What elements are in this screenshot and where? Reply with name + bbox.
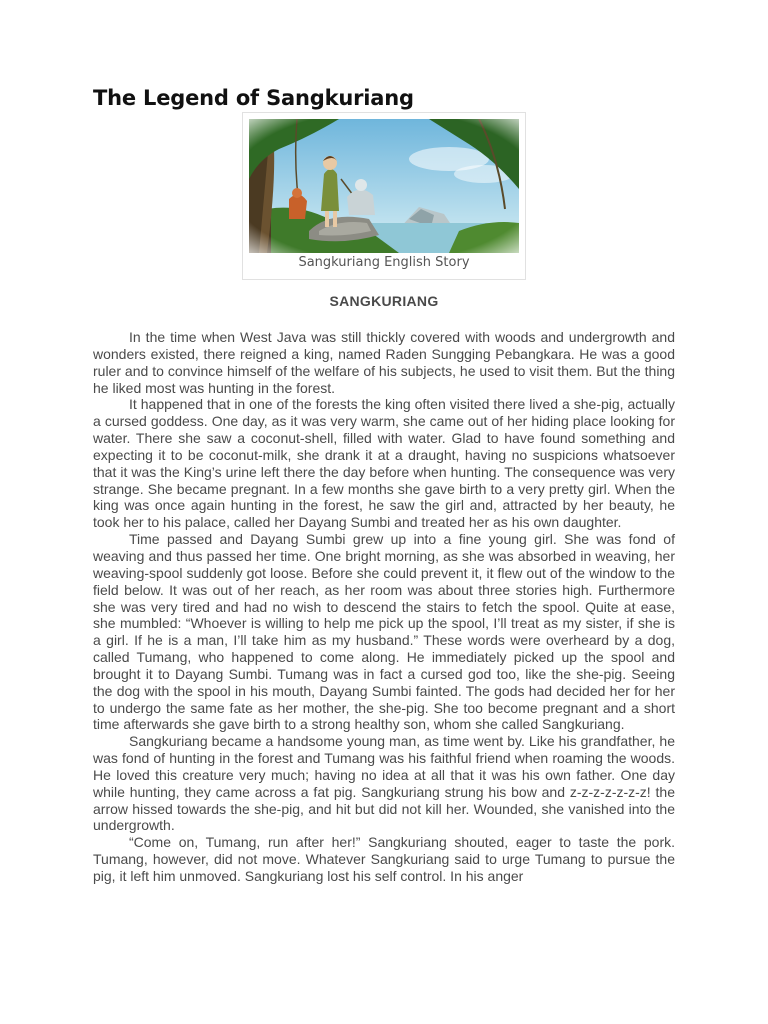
story-heading: SANGKURIANG bbox=[329, 293, 439, 309]
story-body bbox=[93, 329, 675, 885]
paragraph: It happened that in one of the forests the king often visited there lived a she-pig, actually a cursed goddess. One day, as it was very warm, she came out of her hiding place looking for water. There she saw a coconut-shell, filled with water. Glad to have found something and expecting it to be coconut-milk, she drank it at a draught, having no suspicions whatsoever that it was the King’s urine left there the day before when hunting. The consequence was very strange. She became pregnant. In a few months she gave birth to a very pretty girl. When the king was once again hunting in the forest, he saw the girl and, attracted by her beauty, he took her to his palace, called her Dayang Sumbi and treated her as his own daughter. bbox=[93, 396, 675, 531]
story-illustration-figure bbox=[242, 112, 526, 280]
paragraph: Sangkuriang became a handsome young man, as time went by. Like his grandfather, he was fond of hunting in the forest and Tumang was his faithful friend when roaming the woods. He loved this creature very much; having no idea at all that it was his own father. One day while hunting, they came across a fat pig. Sangkuriang strung his bow and z-z-z-z-z-z-z! the arrow hissed towards the she-pig, and hit but did not kill her. Wounded, she vanished into the undergrowth. bbox=[93, 733, 675, 834]
sangkuriang-illustration bbox=[249, 119, 519, 253]
page-title: The Legend of Sangkuriang bbox=[93, 86, 414, 110]
paragraph: Time passed and Dayang Sumbi grew up into a fine young girl. She was fond of weaving and thus passed her time. One bright morning, as she was absorbed in weaving, her weaving-spool suddenly got loose. Before she could prevent it, it flew out of the window to the field below. It was out of her reach, as her room was about three stories high. Furthermore she was very tired and had no wish to descend the stairs to fetch the spool. Quite at ease, she mumbled: “Whoever is willing to help me pick up the spool, I’ll treat as my sister, if she is a girl. If he is a man, I’ll take him as my husband.” These words were overheard by a dog, called Tumang, who happened to come along. He immediately picked up the spool and brought it to Dayang Sumbi. Tumang was in fact a cursed god too, like the she-pig. Seeing the dog with the spool in his mouth, Dayang Sumbi fainted. The gods had decided her for her to undergo the same fate as her mother, the she-pig. She too become pregnant and a short time afterwards she gave birth to a strong healthy son, whom she called Sangkuriang. bbox=[93, 531, 675, 733]
paragraph: “Come on, Tumang, run after her!” Sangkuriang shouted, eager to taste the pork. Tumang, however, did not move. Whatever Sangkuriang said to urge Tumang to pursue the pig, it left him unmoved. Sangkuriang lost his self control. In his anger bbox=[93, 834, 675, 884]
paragraph: In the time when West Java was still thickly covered with woods and undergrowth and wonders existed, there reigned a king, named Raden Sungging Pebangkara. He was a good ruler and to convince himself of the welfare of his subjects, he used to visit them. But the thing he liked most was hunting in the forest. bbox=[93, 329, 675, 396]
figure-caption: Sangkuriang English Story bbox=[298, 255, 470, 270]
